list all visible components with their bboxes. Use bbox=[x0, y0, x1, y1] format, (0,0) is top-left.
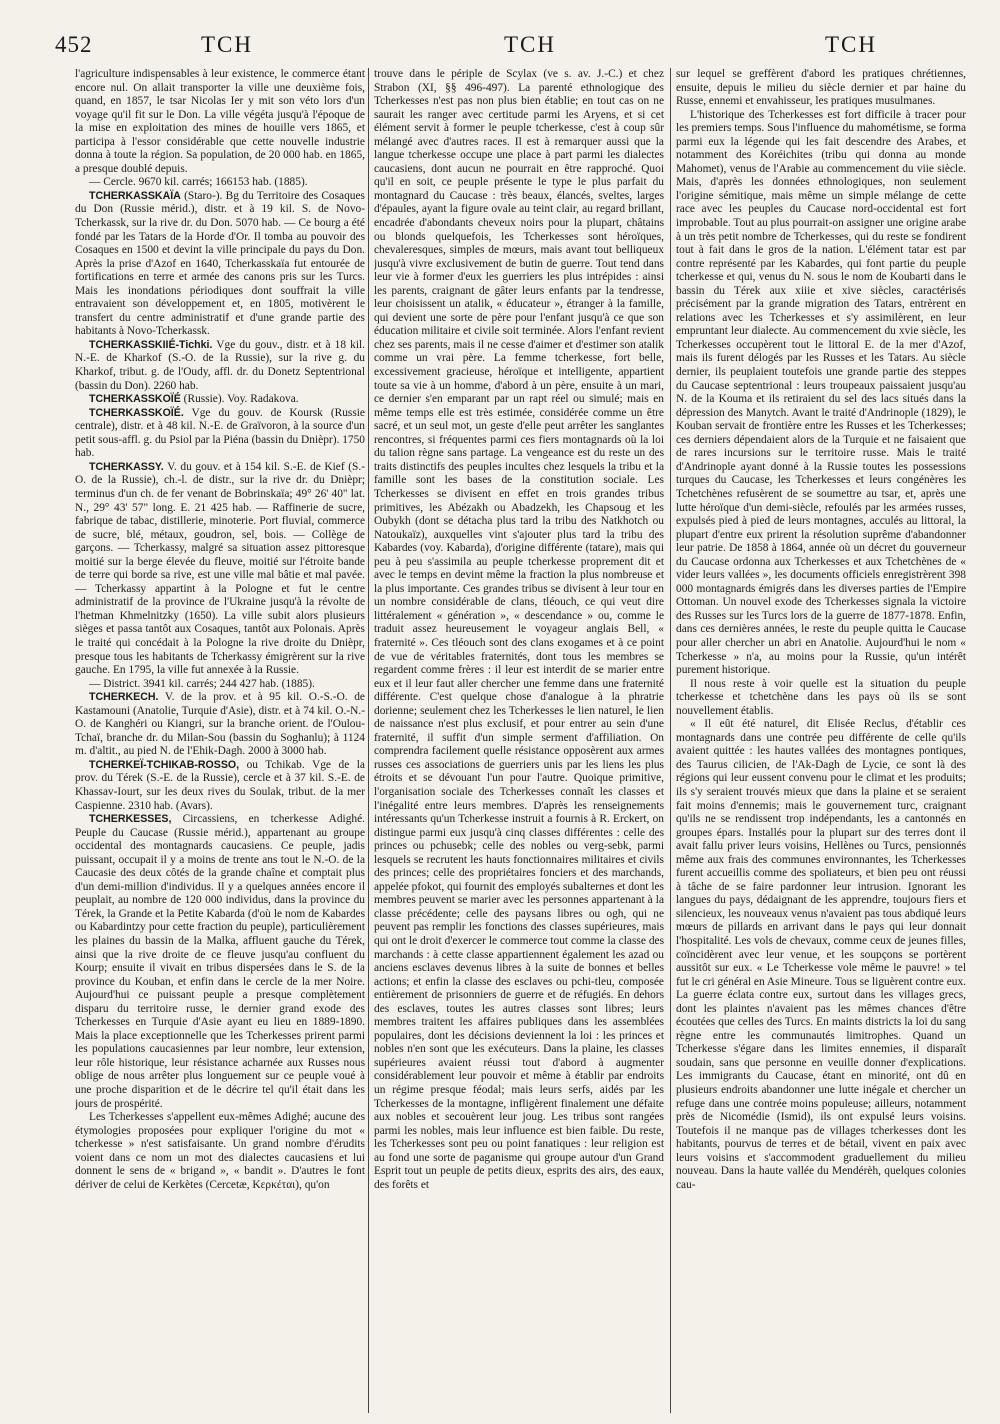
entry-text: Vge du gouv., distr. et à 18 kil. N.-E. de Kharkof (S.-O. de la Russie), sur la rive g. du Kharkof, tribut. g. de l'Oudy, affl. dr. du Donetz Septentrional (bassin du Don). 2260 hab. bbox=[75, 338, 365, 392]
entry-text: Circassiens, en tcherkesse Adighé. Peuple du Caucase (Russie mérid.), appartenant au groupe occidental des montagnards caucasiens. Ce peuple, jadis puissant, occupait il y a moins de trente ans tout le N.-O. de la Caucasie des deux côtés de la grande chaîne et comptait plus d'un demi-million d'individus. Il y a quelques années encore il peuplait, au nombre de 120 000 individus, dans la province du Térek, la Grande et la Petite Kabarda (d'où le nom de Kabardes ou Kabardintzy pour cette fraction du peuple), particulièrement les plaines du bassin de la Malka, affluent gauche du Térek, ainsi que la rive droite de ce fleuve jusqu'au confluent du Kourp; ensuite il vivait en tribus dispersées dans le S. de la province du Kouban, et enfin dans le cercle de la mer Noire. Aujourd'hui ce puissant peuple a presque complètement disparu du territoire russe, le dernier grand exode des Tcherkesses en Turquie d'Asie ayant eu lieu en 1889-1890. Mais la place exceptionnelle que les Tcherkesses prirent parmi les populations caucasiennes par leur nombre, leur extension, leur rôle historique, leur résistance acharnée aux Russes nous oblige de nous arrêter plus longuement sur ce peuple voué à une proche disparition et de le décrire tel qu'il était dans les jours de prospérité. bbox=[75, 813, 365, 1110]
dictionary-entry bbox=[75, 759, 365, 813]
running-head-center: TCH bbox=[504, 32, 556, 57]
column-left bbox=[75, 68, 365, 1413]
entry-text: L'historique des Tcherkesses est fort difficile à tracer pour les premiers temps. Sous l'influence du mahométisme, se forma parmi eux la légende qui les fait descendre des Arabes, et notamment des Koréichites (tribu qui donna au monde Mahomet), venus de l'Arabie au commencement du viie siècle. Mais, d'après les données ethnologiques, non seulement l'origine sémitique, mais même un simple mélange de cette race avec les peuples du Caucase nord-occidental est fort improbable. Tout au plus pourrait-on assigner une origine arabe à un très petit nombre de Tcherkesses, qui du reste se fondirent tout à fait dans le gros de la nation. L'élément tatar est par contre représenté par les Kabardes, qui font partie du peuple tcherkesse et qui, venus du N. sous le nom de Koubarti dans le bassin du Térek aux xiiie et xive siècles, caractérisés précisément par la grande migration des Tatars, entrèrent en relations avec les Tcherkesses et s'y assimilèrent, en leur empruntant leur dialecte. Au commencement du xvie siècle, les Tcherkesses occupèrent tout le littoral E. de la mer d'Azof, mais ils furent délogés par les Russes et les Tatars. Au siècle dernier, ils peuplaient toutefois une grande partie des steppes du Caucase septentrional : leurs troupeaux paissaient jusqu'au N. de la Kouma et ils retiraient du sel des lacs situés dans la dépression des Manytch. Avant le traité d'Andrinople (1829), le Kouban servait de frontière entre les Russes et les Tcherkesses; ces derniers dépendaient alors de la Turquie et ne faisaient que de rares incursions sur le territoire russe. Mais le traité d'Andrinople ayant donné à la Russie toutes les possessions turques du Caucase, les Tcherkesses et leurs congénères les Tchetchènes refusèrent de se soumettre au tsar, et, après une lutte héroïque d'un demi-siècle, refoulés par les armées russes, expulsés pied à pied de leurs montagnes, acculés au littoral, la plupart d'entre eux prirent la résolution suprême d'abandonner leur patrie. De 1858 à 1864, année où un décret du gouverneur du Caucase ordonna aux Tcherkesses et aux Tchetchènes de « vider leurs vallées », les documents officiels enregistrèrent 398 000 montagnards émigrés dans les diverses parties de l'Empire Ottoman. Un nouvel exode des Tcherkesses signala la victoire des Russes sur les Turcs lors de la guerre de 1877-1878. Enfin, dans ces dernières années, le reste du peuple quitta le Caucase pour aller chercher un abri en Anatolie. Aujourd'hui le nom « Tcherkesse » n'a, au moins pour la Russie, qu'un intérêt purement historique. bbox=[676, 108, 966, 677]
entry-text: trouve dans le périple de Scylax (ve s. av. J.-C.) et chez Strabon (XI, §§ 496-497). La parenté ethnologique des Tcherkesses n'est pas non plus bien établie; en tout cas on ne saurait les ranger avec certitude parmi les Aryens, et si cet élément servit à former le peuple tcherkesse, c'est à coup sûr mélangé avec d'autres races. Il est à remarquer aussi que la langue tcherkesse occupe une place à part parmi les dialectes caucasiens, dont aucun ne pourrait en être rapproché. Quoi qu'il en soit, ce peuple présente le type le plus parfait du montagnard du Caucase : très beaux, élancés, sveltes, larges d'épaules, ayant la figure ovale au teint clair, au regard brillant, encadrée d'abondants cheveux noirs pour la plupart, châtains ou blonds quelquefois, les Tcherkesses sont héroïques, chevaleresques, simples de mœurs, mais avant tout belliqueux jusqu'à vivre exclusivement de butin de guerre. Tout tend dans leur vie à former d'eux les guerriers les plus intrépides : ainsi les parents, craignant de gâter leurs enfants par la tendresse, leur choisissent un atalik, « éducateur », étranger à la famille, qui devient une sorte de père pour l'enfant jusqu'à ce que son éducation militaire et civile soit terminée. Alors l'enfant revient chez ses parents, mais il ne cesse d'aimer et d'estimer son atalik comme un vrai père. La femme tcherkesse, fort belle, excessivement gracieuse, héroïque et intelligente, appartient toute sa vie à un homme, d'abord à un père, ensuite à un mari, ce dernier s'en emparant par un rapt réel ou simulé; mais en même temps elle est très estimée, considérée comme un être sacré, et un seul mot, un geste d'elle peut arrêter les sanglantes rencontres, si fréquentes parmi ces fiers montagnards où la loi du talion règne sans partage. La vengeance est du reste un des traits distinctifs des peuples incultes chez lesquels la tribu et la famille sont les bases de la constitution sociale. Les Tcherkesses se divisent en effet en trois grandes tribus primitives, les Abézakh ou Abadzekh, les Chapsoug et les Oubykh (dont se détacha plus tard la tribu des Natkhotch ou Natoukaïz), auxquelles vint s'ajouter plus tard la tribu des Kabardes (voy. Kabarda), d'origine différente (tatare), mais qui peu à peu s'assimila au peuple tcherkesse proprement dit et avec le temps en devint même la fraction la plus nombreuse et la plus importante. Ces grandes tribus se divisent à leur tour en un nombre considérable de clans, tléouch, ce qui veut dire littéralement « génération », « descendance » ou, comme le traduit assez heureusement le voyageur anglais Bell, « fraternité ». Ces tléouch sont des clans exogames et à ce point de vue de véritables fraternités, dont tous les membres se regardent comme frères : il leur est interdit de se marier entre eux et il leur faut aller chercher une femme dans une fraternité différente. C'est quelque chose d'analogue à la phratrie dorienne; seulement chez les Tcherkesses le lien naturel, le lien de naissance n'est plus exclusif, et pour entrer au sein d'une fraternité, il suffit d'un simple serment d'affiliation. On comprendra facilement quelle résistance opposèrent aux armes russes ces associations de guerriers unis par les liens les plus étroits et se dévouant l'un pour l'autre. Quoique primitive, l'organisation sociale des Tcherkesses connaît les classes et l'inégalité entre leurs membres. D'après les renseignements intéressants qu'un Tcherkesse instruit a fournis à R. Erckert, on distingue parmi eux jusqu'à cinq classes différentes : celle des princes ou pchusebk; celle des nobles ou verg-sebk, parmi lesquels se recrutent les hauts fonctionnaires militaires et civils des princes; celle des propriétaires fonciers et des marchands, appelée pfokot, qui fournit des employés subalternes et dont les membres peuvent se marier avec les personnes appartenant à la classe précédente; celle des paysans libres ou ogh, qui ne peuvent pas remplir les fonctions des classes supérieures, mais qui ont le droit d'exercer le commerce tout comme la classe des marchands : à cette classe appartiennent également les azad ou anciens esclaves devenus libres à la suite de bonnes et belles actions; et enfin la classe des esclaves ou pchi-tleu, composée entièrement de prisonniers de guerre et de réfugiés. En dehors des esclaves, toutes les autres classes sont libres; leurs membres traitent les affaires publiques dans les assemblées populaires, dont les décisions deviennent la loi : les princes et nobles n'en sont que les exécuteurs. Dans la plaine, les classes supérieures avaient réussi tout d'abord à augmenter considérablement leur pouvoir et même à établir par endroits un régime presque féodal; mais leurs serfs, aidés par les Tcherkesses de la montagne, infligèrent finalement une défaite aux nobles et secouèrent leur joug. Les tribus sont rangées parmi les nobles, mais leur influence est bien faible. Du reste, les Tcherkesses sont peu ou point fanatiques : leur religion est au fond une sorte de paganisme qui groupe autour d'un Grand Esprit tout un peuple de petits dieux, esprits des airs, des eaux, des forêts et bbox=[374, 68, 664, 1191]
paragraph bbox=[676, 718, 966, 1192]
entry-text: V. de la prov. et à 95 kil. O.-S.-O. de Kastamouni (Anatolie, Turquie d'Asie), distr. et à 74 kil. O.-N.-O. de Kanghéri ou Kiangri, sur la branche orient. de l'Oulou-Tchaï, branche dr. du Milan-Sou (bassin du Soghanlu); à 1124 m. d'altit., au pied N. de l'Ehik-Dagh. 2000 à 3000 hab. bbox=[75, 691, 365, 758]
entry-headword: TCHERKESSES, bbox=[89, 813, 172, 826]
entry-text: (Russie). Voy. Radakova. bbox=[180, 393, 299, 406]
entry-text: — District. 3941 kil. carrés; 244 427 hab. (1885). bbox=[89, 677, 315, 690]
page-header bbox=[55, 32, 965, 66]
page-number: 452 bbox=[55, 32, 93, 57]
entry-headword: TCHERKASSKOÏÉ bbox=[89, 393, 181, 406]
dictionary-entry bbox=[75, 190, 365, 339]
dictionary-entry bbox=[75, 691, 365, 759]
entry-text: l'agriculture indispensables à leur existence, le commerce étant encore nul. On allait transporter la ville une deuxième fois, quand, en 1857, le tsar Nicolas Ier y mit son véto lors d'un voyage qu'il fit sur le Don. La ville végéta jusqu'à l'époque de la mise en exploitation des mines de houille vers 1865, et participa à l'essor considérable que cette nouvelle industrie donna à toute la région. Sa population, de 20 000 hab. en 1865, a presque doublé depuis. bbox=[75, 68, 365, 175]
entry-text: Il nous reste à voir quelle est la situation du peuple tcherkesse et tchetchène dans les pays où ils se sont nouvellement établis. bbox=[676, 677, 966, 717]
entry-text: ou Tchikab. Vge de la prov. du Térek (S.-E. de la Russie), cercle et à 37 kil. S.-E. de Khassav-Iourt, sur les deux rives du Soulak, tribut. de la mer Caspienne. 2310 hab. (Avars). bbox=[75, 758, 365, 812]
entry-text: Vge du gouv. de Koursk (Russie centrale), distr. et à 48 kil. N.-E. de Graïvoron, à la source d'un petit sous-affl. g. du Psiol par la Piéna (bassin du Dnièpr). 1750 hab. bbox=[75, 406, 365, 460]
text-columns bbox=[75, 68, 969, 1413]
entry-headword: TCHERKASSKIIÉ-Tichki. bbox=[89, 338, 213, 351]
paragraph bbox=[374, 68, 664, 1192]
entry-text: V. du gouv. et à 154 kil. S.-E. de Kief (S.-O. de la Russie), ch.-l. de distr., sur la rive dr. du Dnièpr; terminus d'un ch. de fer venant de Bobrinskaïa; 49° 26' 40" lat. N., 29° 43' 57" long. E. 21 425 hab. — Raffinerie de sucre, fabrique de tabac, distillerie, minoterie. Port fluvial, commerce de sucre, blé, métaux, goudron, sel, bois. — Collège de garçons. — Tcherkassy, malgré sa situation assez pittoresque moitié sur la berge élevée du fleuve, moitié sur l'étroite bande de terre qui borde sa rive, est une ville mal bâtie et mal pavée. — Tcherkassy appartint à la Pologne et fut le centre administratif de la province de l'Ukraine jusqu'à la révolte de l'hetman Khmelnitzky (1650). La ville subit alors plusieurs sièges et passa tantôt aux Cosaques, tantôt aux Polonais. Après le traité qui concédait à la Pologne la rive droite du Dnièpr, presque tous les habitants de Tcherkassy émigrèrent sur la rive gauche. En 1795, la ville fut annexée à la Russie. bbox=[75, 460, 365, 677]
dictionary-entry bbox=[75, 339, 365, 393]
paragraph bbox=[676, 678, 966, 719]
entry-text: (Staro-). Bg du Territoire des Cosaques du Don (Russie mérid.), distr. et à 19 kil. S. de Novo-Tcherkassk, sur la rive dr. du Don. 5070 hab. — Ce bourg a été fondé par les Tatars de la Horde d'Or. Il tomba au pouvoir des Cosaques en 1500 et devint la ville principale du pays du Don. Après la prise d'Azof en 1640, Tcherkasskaïa fut entourée de fortifications en terre et armée des canons pris sur les Turcs. Mais les inondations périodiques dont souffrait la ville entravaient son développement et, en 1805, motivèrent le transfert du centre administratif et d'une grande partie des habitants à Novo-Tcherkassk. bbox=[75, 189, 365, 338]
column-divider bbox=[368, 68, 369, 1413]
entry-text: sur lequel se greffèrent d'abord les pratiques chrétiennes, ensuite, depuis le milieu du siècle dernier et par haine du Russe, ennemi et envahisseur, les pratiques musulmanes. bbox=[676, 68, 966, 108]
column-right bbox=[676, 68, 966, 1413]
entry-headword: TCHERKEÏ-TCHIKAB-ROSSO, bbox=[89, 758, 240, 771]
paragraph bbox=[676, 68, 966, 109]
entry-headword: TCHERKECH. bbox=[89, 691, 159, 704]
entry-headword: TCHERKASSKAÏA bbox=[89, 189, 181, 202]
dictionary-entry bbox=[75, 407, 365, 461]
paragraph bbox=[75, 1111, 365, 1192]
paragraph bbox=[676, 109, 966, 678]
entry-headword: TCHERKASSKOÏÉ. bbox=[89, 406, 184, 419]
entry-text: « Il eût été naturel, dit Elisée Reclus, d'établir ces montagnards dans une contrée peu différente de celle qu'ils avaient quittée : les hautes vallées des montagnes pontiques, des Taurus cilicien, de l'Ak-Dagh de Lycie, ce sont là des régions qui leur eussent convenu pour le climat et les produits; ils s'y seraient trouvés mieux que dans la plaine et se seraient fait moins d'ennemis; mais le gouvernement turc, craignant qu'ils ne se rendissent trop indépendants, les a cantonnés en groupes épars. Installés pour la plupart sur des terres dont il avait fallu priver leurs voisins, Hellènes ou Turcs, pensionnés même aux frais des communes environnantes, les Tcherkesses furent accueillis comme des spoliateurs, et bien peu ont réussi à tâche de se faire pardonner leur intrusion. Ignorant les langues du pays, dédaignant de les apprendre, toujours fiers et silencieux, les nouveaux venus n'avaient pas tous abdiqué leurs mœurs de pillards en arrivant dans le pays qui leur donnait l'hospitalité. Les vols de chevaux, comme ceux de jeunes filles, coïncidèrent avec leur venue, et les soupçons se portèrent aussitôt sur eux. « Le Tcherkesse vole même le pauvre! » tel fut le cri général en Asie Mineure. Tous se liguèrent contre eux. La guerre éclata contre eux, surtout dans les villages grecs, dont les plaintes n'avaient pas les mêmes chances d'être écoutées que celles des Turcs. En maints districts la loi du sang règne entre les communautés limitrophes. Quand un Tcherkesse s'égare dans les limites ennemies, il disparaît soudain, sans que personne en veuille donner d'explications. Les immigrants du Caucase, étant en minorité, ont dû en plusieurs endroits abandonner une lutte inégale et chercher un refuge dans une contrée moins populeuse; ailleurs, notamment près de Nicomédie (Ismid), ils ont expulsé leurs voisins. Toutefois il ne manque pas de villages tcherkesses dont les habitants, pourvus de terres et de bétail, vivent en paix avec leurs voisins et s'accommodent graduellement du milieu nouveau. Dans la haute vallée du Mendérèh, quelques colonies cau- bbox=[676, 718, 966, 1191]
dictionary-entry bbox=[75, 393, 365, 407]
paragraph bbox=[75, 68, 365, 176]
running-head-right: TCH bbox=[825, 32, 877, 57]
entry-text: — Cercle. 9670 kil. carrés; 166153 hab. (1885). bbox=[89, 176, 308, 189]
paragraph bbox=[75, 678, 365, 692]
running-head-left: TCH bbox=[201, 32, 253, 57]
column-divider bbox=[670, 68, 671, 1413]
paragraph bbox=[75, 176, 365, 190]
column-middle bbox=[374, 68, 664, 1413]
entry-headword: TCHERKASSY. bbox=[89, 460, 164, 473]
dictionary-entry bbox=[75, 813, 365, 1111]
entry-text: Les Tcherkesses s'appellent eux-mêmes Adighé; aucune des étymologies proposées pour expliquer l'origine du mot « tcherkesse » n'est satisfaisante. Un grand nombre d'érudits voient dans ce nom un mot des dialectes caucasiens et lui donnent le sens de « brigand », « bandit ». D'autres le font dériver de celui de Kerkètes (Cercetæ, Κερκέται), qu'on bbox=[75, 1111, 365, 1191]
dictionary-entry bbox=[75, 461, 365, 678]
